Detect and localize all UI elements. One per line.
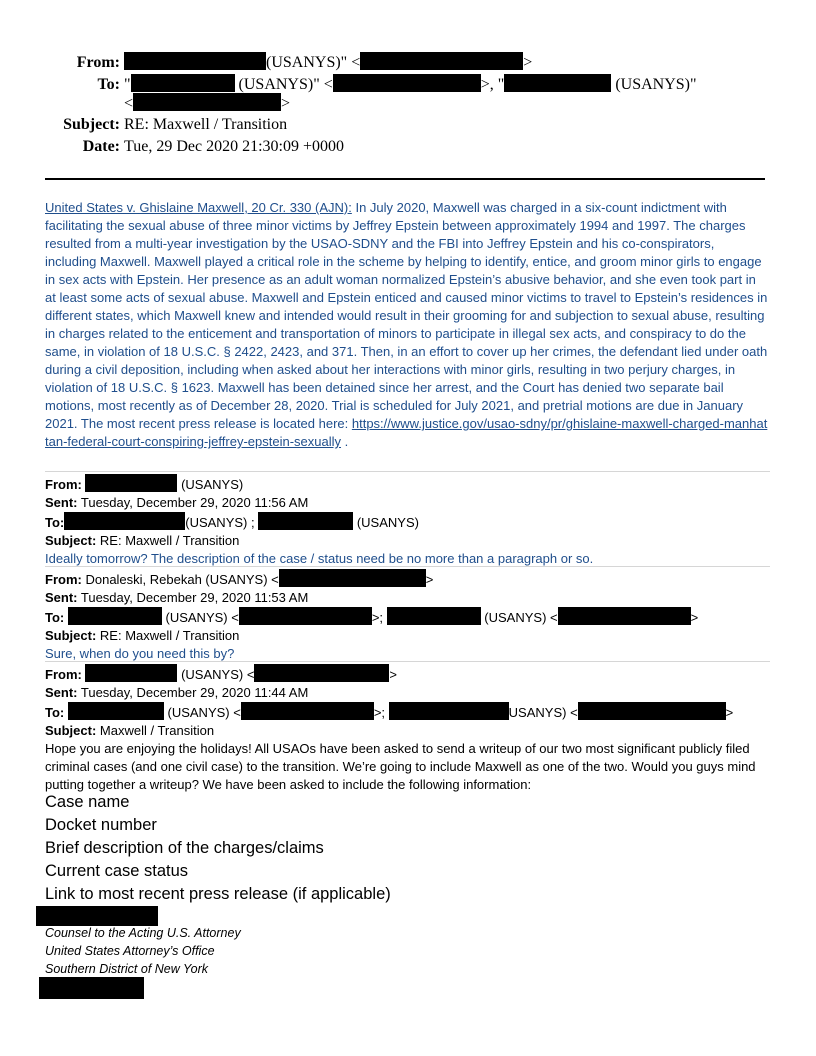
redaction	[258, 512, 353, 530]
signature-contact-redaction	[39, 977, 144, 999]
redaction	[241, 702, 374, 720]
to-suffix-2: (USANYS) <	[484, 610, 558, 625]
from-label: From:	[76, 54, 120, 71]
list-item: Case name	[45, 793, 130, 811]
redaction	[504, 74, 611, 92]
from-close: >	[389, 667, 398, 682]
msg2-subject	[45, 627, 775, 645]
date-value: Tue, 29 Dec 2020 21:30:09 +0000	[124, 138, 344, 155]
redaction	[64, 512, 185, 530]
to-mid: >;	[373, 705, 386, 720]
from-suffix: (USANYS)" <	[266, 54, 361, 71]
message-3	[45, 664, 775, 794]
redaction	[68, 702, 164, 720]
to-line2-close: >	[281, 95, 291, 112]
list-item: Link to most recent press release (if applicable)	[45, 885, 391, 903]
msg1-to	[45, 512, 775, 532]
to-suffix-1: (USANYS) ;	[185, 515, 255, 530]
msg2-from	[45, 569, 775, 589]
from-suffix: (USANYS) <	[181, 667, 255, 682]
from-suffix: (USANYS)	[181, 477, 244, 492]
subject-label: Subject:	[45, 533, 97, 548]
subject-label: Subject:	[63, 116, 120, 133]
redaction	[558, 607, 691, 625]
from-name: Donaleski, Rebekah (USANYS) <	[85, 572, 279, 587]
to-mid: >, "	[480, 76, 505, 93]
from-close: >	[523, 54, 533, 71]
subject-label: Subject:	[45, 723, 97, 738]
redaction	[124, 52, 266, 70]
case-docket: , 20 Cr. 330 (AJN):	[244, 200, 352, 215]
message-separator	[45, 566, 770, 567]
summary-end: .	[341, 434, 349, 449]
subject-value: RE: Maxwell / Transition	[99, 533, 240, 548]
redaction	[68, 607, 162, 625]
to-label: To:	[45, 610, 65, 625]
case-name-link[interactable]: United States v. Ghislaine Maxwell	[45, 200, 245, 215]
message-separator	[45, 471, 770, 472]
redaction	[578, 702, 726, 720]
from-label: From:	[45, 477, 82, 492]
to-close: >	[690, 610, 699, 625]
redaction	[131, 74, 235, 92]
msg3-sent	[45, 684, 775, 702]
header-divider	[45, 178, 765, 180]
msg2-to	[45, 607, 775, 627]
msg3-body: Hope you are enjoying the holidays! All USAOs have been asked to send a writeup of our two most significant publicly filed criminal cases (and one civil case) to the transition. We’re going to include Maxwell as one of the two. Would you guys mind putting together a writeup? We have been asked to include the following information:	[45, 741, 756, 792]
list-item: Docket number	[45, 816, 157, 834]
msg2-body: Sure, when do you need this by?	[45, 646, 235, 661]
to-suffix-2: USANYS) <	[508, 705, 578, 720]
from-label: From:	[45, 572, 82, 587]
msg3-from	[45, 664, 775, 684]
msg2-sent	[45, 589, 775, 607]
list-item: Current case status	[45, 862, 189, 880]
redaction	[387, 607, 481, 625]
summary-text: In July 2020, Maxwell was charged in a six-count indictment with facilitating the sexual abuse of three minor victims by Jeffrey Epstein between approximately 1994 and 1997. The charges resulted from a multi-year investigation by the USAO-SDNY and the FBI into Jeffrey Epstein and his co-conspirators, including Maxwell. Maxwell played a critical role in the scheme by helping to identify, entice, and groom minor girls to engage in sex acts with Epstein. Her presence as an adult woman normalized Epstein’s abusive behavior, and she even took part in at least some acts of sexual abuse. Maxwell and Epstein enticed and caused minor victims to travel to Epstein’s residences in different states, which Maxwell knew and intended would result in their grooming for and subjection to sexual abuse, resulting in charges related to the enticement and transportation of minors to participate in illegal sex acts, and conspiracy to do the same, in violation of 18 U.S.C. § 2422, 2423, and 371. Then, in an effort to cover up her crimes, the defendant lied under oath during a civil deposition, including when asked about her interactions with minor girls, resulting in two perjury charges, in violation of 18 U.S.C. § 1623. Maxwell has been detained since her arrest, and the Court has denied two separate bail motions, most recently as of December 28, 2020. Trial is scheduled for July 2021, and pretrial motions are due in January 2021. The most recent press release is located here:	[45, 200, 768, 431]
requested-info-list	[45, 791, 391, 906]
message-separator	[45, 661, 770, 662]
from-close: >	[425, 572, 434, 587]
msg1-body: Ideally tomorrow? The description of the case / status need be no more than a paragraph or so.	[45, 551, 594, 566]
sent-value: Tuesday, December 29, 2020 11:53 AM	[80, 590, 309, 605]
to-suffix-2: (USANYS)	[356, 515, 419, 530]
from-label: From:	[45, 667, 82, 682]
redaction	[360, 52, 523, 70]
subject-value: Maxwell / Transition	[99, 723, 215, 738]
to-suffix-2: (USANYS)"	[615, 76, 697, 93]
press-release-link[interactable]: https://www.justice.gov/usao-sdny/pr/ghislaine-maxwell-charged-manhattan-federal-court-conspiring-jeffrey-epstein-sexually	[45, 416, 768, 449]
to-suffix-1: (USANYS)" <	[238, 76, 333, 93]
date-label: Date:	[82, 138, 120, 155]
signature-name-redaction	[36, 906, 158, 926]
msg1-sent	[45, 494, 775, 512]
to-label: To:	[97, 76, 120, 93]
message-1	[45, 474, 775, 568]
msg1-subject	[45, 532, 775, 550]
signature-block	[45, 924, 241, 978]
sent-label: Sent:	[45, 495, 78, 510]
to-suffix-1: (USANYS) <	[165, 610, 239, 625]
signature-district: Southern District of New York	[45, 962, 209, 976]
to-line2-open: <	[124, 95, 134, 112]
message-2	[45, 569, 775, 663]
sent-value: Tuesday, December 29, 2020 11:56 AM	[80, 495, 309, 510]
list-item: Brief description of the charges/claims	[45, 839, 324, 857]
to-label: To:	[45, 705, 65, 720]
signature-title: Counsel to the Acting U.S. Attorney	[45, 926, 241, 940]
redaction	[133, 93, 281, 111]
msg1-from	[45, 474, 775, 494]
subject-value: RE: Maxwell / Transition	[99, 628, 240, 643]
to-suffix-1: (USANYS) <	[167, 705, 241, 720]
to-label: To:	[45, 515, 65, 530]
to-close: >	[725, 705, 734, 720]
redaction	[254, 664, 389, 682]
redaction	[333, 74, 481, 92]
redaction	[85, 474, 177, 492]
redaction	[85, 664, 177, 682]
signature-office: United States Attorney’s Office	[45, 944, 215, 958]
sent-label: Sent:	[45, 590, 78, 605]
sent-label: Sent:	[45, 685, 78, 700]
msg3-subject	[45, 722, 775, 740]
to-open: "	[124, 76, 131, 93]
to-mid: >;	[371, 610, 384, 625]
redaction	[279, 569, 426, 587]
case-summary	[45, 199, 769, 451]
subject-label: Subject:	[45, 628, 97, 643]
redaction	[389, 702, 509, 720]
msg3-to	[45, 702, 775, 722]
sent-value: Tuesday, December 29, 2020 11:44 AM	[80, 685, 309, 700]
redaction	[239, 607, 372, 625]
subject-value: RE: Maxwell / Transition	[124, 116, 288, 133]
